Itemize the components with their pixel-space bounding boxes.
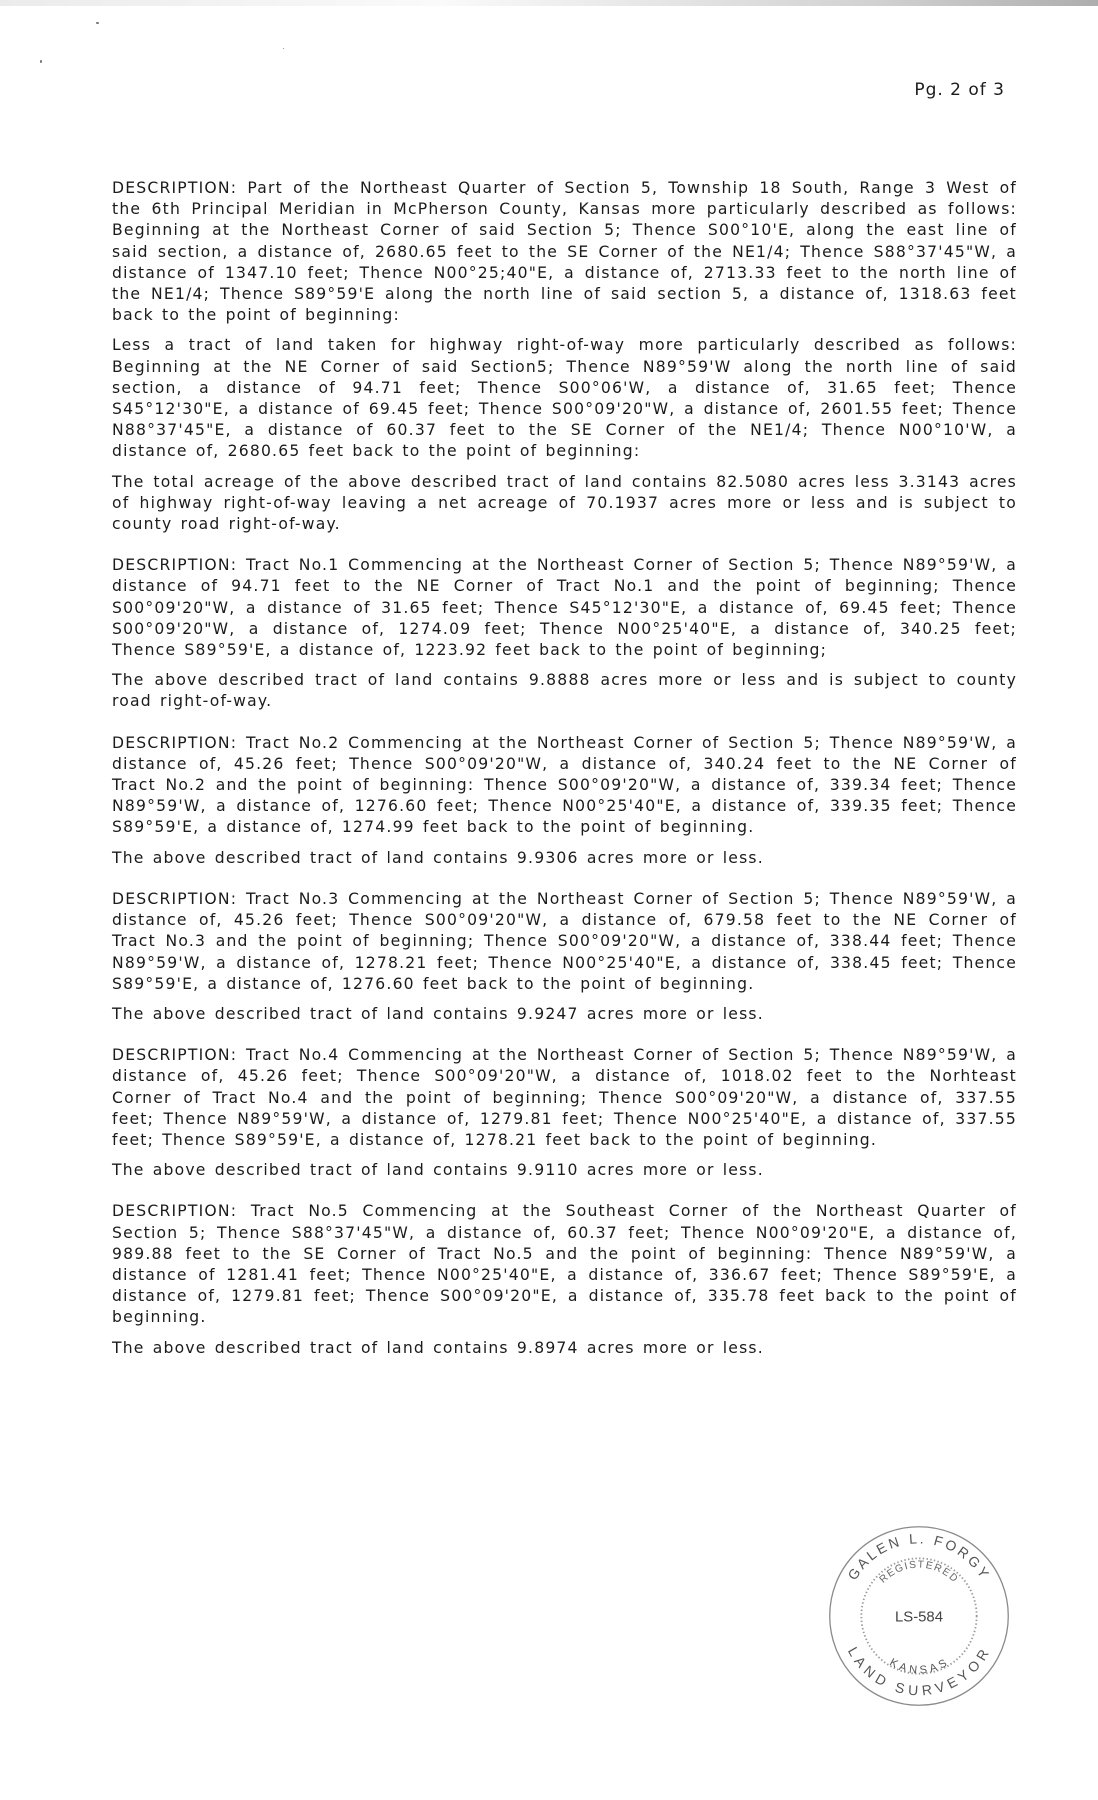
seal-state-text: KANSAS: [887, 1656, 951, 1677]
scan-speck: [96, 22, 99, 24]
seal-bottom-text: LAND SURVEYOR: [844, 1644, 994, 1699]
description-tract-3: DESCRIPTION: Tract No.3 Commencing at the Northeast Corner of Section 5; Thence N89°59'W, a distance of, 45.26 feet; Thence S00°09'20"W, a distance of, 679.58 feet to the NE Corner of Tract No.3 and the point of beginning; Thence S00°09'20"W, a distance of, 338.44 feet; Thence N89°59'W, a distance of, 1278.21 feet; Thence N00°25'40"E, a distance of, 338.45 feet; Thence S89°59'E, a distance of, 1276.60 feet back to the point of beginning.: [112, 889, 1017, 993]
acreage-tract-5: The above described tract of land contains 9.8974 acres more or less.: [112, 1338, 764, 1357]
legal-descriptions: [112, 178, 1017, 1368]
description-main-tract: DESCRIPTION: Part of the Northeast Quarter of Section 5, Township 18 South, Range 3 West of the 6th Principal Meridian in McPherson County, Kansas more particularly described as follows: Beginning at the Northeast Corner of said Section 5; Thence S00°10'E, along the east line of said section, a distance of, 2680.65 feet to the SE Corner of the NE1/4; Thence S88°37'45"W, a distance of 1347.10 feet; Thence N00°25;40"E, a distance of, 2713.33 feet to the north line of the NE1/4; Thence S89°59'E along the north line of said section 5, a distance of, 1318.63 feet back to the point of beginning:: [112, 179, 1017, 325]
acreage-tract-1: The above described tract of land contains 9.8888 acres more or less and is subject to county road right-of-way.: [112, 671, 1017, 711]
description-tract-5: DESCRIPTION: Tract No.5 Commencing at the Southeast Corner of the Northeast Quarter of Section 5; Thence S88°37'45"W, a distance of, 60.37 feet; Thence N00°09'20"E, a distance of, 989.88 feet to the SE Corner of Tract No.5 and the point of beginning: Thence N89°59'W, a distance of 1281.41 feet; Thence N00°25'40"E, a distance of, 336.67 feet; Thence S89°59'E, a distance of, 1279.81 feet; Thence S00°09'20"E, a distance of, 335.78 feet back to the point of beginning.: [112, 1202, 1017, 1327]
acreage-summary: The total acreage of the above described tract of land contains 82.5080 acres less 3.3143 acres of highway right-of-way leaving a net acreage of 70.1937 acres more or less and is subject to county road right-of-way.: [112, 472, 1017, 534]
seal-license-number: LS-584: [895, 1609, 943, 1626]
scan-speck: [40, 60, 42, 63]
description-tract-1: DESCRIPTION: Tract No.1 Commencing at the Northeast Corner of Section 5; Thence N89°59'W, a distance of 94.71 feet to the NE Corner of Tract No.1 and the point of beginning; Thence S00°09'20"W, a distance of 31.65 feet; Thence S45°12'30"E, a distance of, 69.45 feet; Thence S00°09'20"W, a distance of, 1274.09 feet; Thence N00°25'40"E, a distance of, 340.25 feet; Thence S89°59'E, a distance of, 1223.92 feet back to the point of beginning;: [112, 556, 1017, 660]
acreage-tract-4: The above described tract of land contains 9.9110 acres more or less.: [112, 1161, 764, 1180]
seal-top-text: GALEN L. FORGY: [844, 1530, 994, 1583]
scan-edge: [0, 0, 1098, 6]
description-tract-4: DESCRIPTION: Tract No.4 Commencing at the Northeast Corner of Section 5; Thence N89°59'W, a distance of, 45.26 feet; Thence S00°09'20"W, a distance of, 1018.02 feet to the Norhteast Corner of Tract No.4 and the point of beginning; Thence S00°09'20"W, a distance of, 337.55 feet; Thence N89°59'W, a distance of, 1279.81 feet; Thence N00°25'40"E, a distance of, 337.55 feet; Thence S89°59'E, a distance of, 1278.21 feet back to the point of beginning.: [112, 1046, 1017, 1149]
description-tract-2: DESCRIPTION: Tract No.2 Commencing at the Northeast Corner of Section 5; Thence N89°59'W, a distance of, 45.26 feet; Thence S00°09'20"W, a distance of, 340.24 feet to the NE Corner of Tract No.2 and the point of beginning: Thence S00°09'20"W, a distance of, 339.34 feet; Thence N89°59'W, a distance of, 1276.60 feet; Thence N00°25'40"E, a distance of, 339.35 feet; Thence S89°59'E, a distance of, 1274.99 feet back to the point of beginning.: [112, 733, 1017, 837]
acreage-tract-2: The above described tract of land contains 9.9306 acres more or less.: [112, 848, 764, 867]
seal-registered-text: REGISTERED: [877, 1559, 961, 1586]
acreage-tract-3: The above described tract of land contains 9.9247 acres more or less.: [112, 1004, 764, 1023]
page-number: Pg. 2 of 3: [914, 80, 1005, 100]
scan-speck: [283, 48, 284, 49]
surveyor-seal-stamp: [826, 1523, 1012, 1709]
description-highway-exception: Less a tract of land taken for highway right-of-way more particularly described as follows: Beginning at the NE Corner of said Section5; Thence N89°59'W along the north line of said section, a distance of 94.71 feet; Thence S00°06'W, a distance of, 31.65 feet; Thence S45°12'30"E, a distance of 69.45 feet; Thence S00°09'20"W, a distance of, 2601.55 feet; Thence N88°37'45"E, a distance of 60.37 feet to the SE Corner of the NE1/4; Thence N00°10'W, a distance of, 2680.65 feet back to the point of beginning:: [112, 336, 1017, 461]
